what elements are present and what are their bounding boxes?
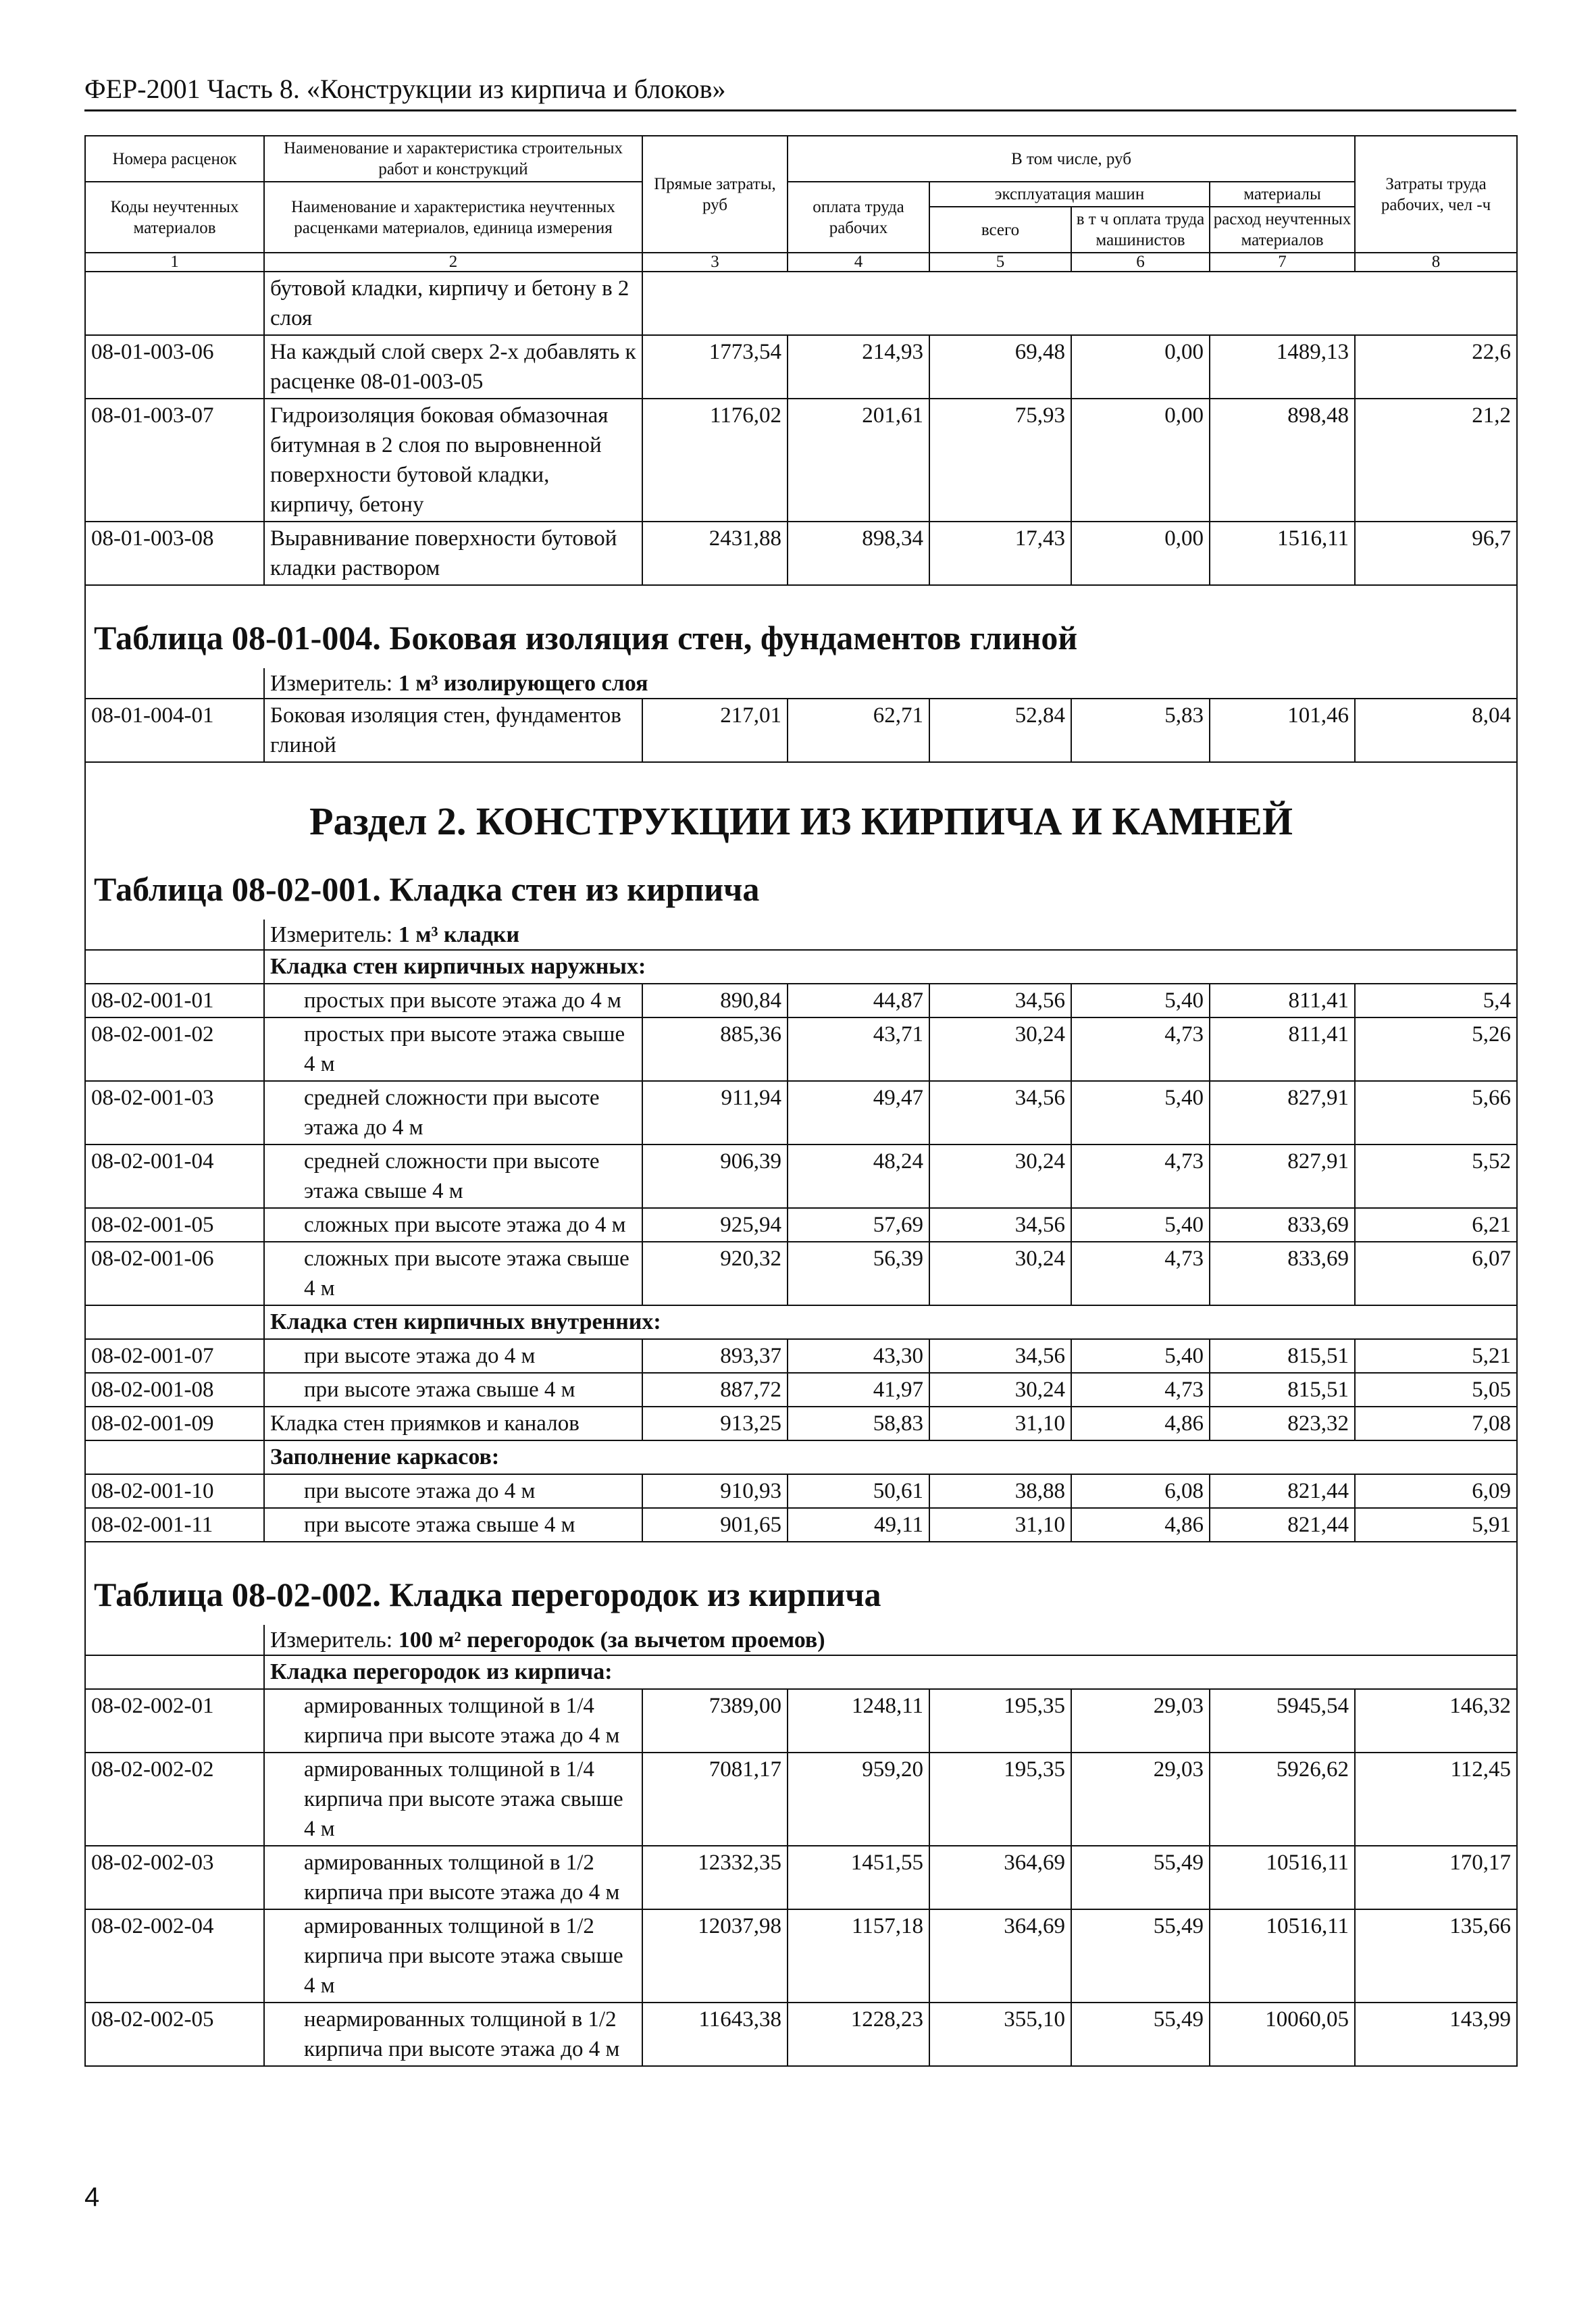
machinists-wages: 55,49 <box>1071 1909 1210 2003</box>
materials-cost: 10060,05 <box>1210 2003 1355 2066</box>
machinists-wages: 4,73 <box>1071 1145 1210 1208</box>
wages: 43,71 <box>788 1017 929 1081</box>
direct-costs: 7389,00 <box>642 1689 788 1753</box>
group-label: Кладка стен кирпичных наружных: <box>264 950 1517 984</box>
direct-costs: 2431,88 <box>642 522 788 585</box>
head-material-name: Наименование и характеристика неучтенных расценками материалов, единица измерения <box>264 182 642 253</box>
wages: 214,93 <box>788 335 929 399</box>
labor-hours: 5,05 <box>1355 1373 1517 1407</box>
group-label: Кладка стен кирпичных внутренних: <box>264 1305 1517 1339</box>
labor-hours: 146,32 <box>1355 1689 1517 1753</box>
labor-hours: 112,45 <box>1355 1753 1517 1846</box>
col-num: 5 <box>929 253 1071 272</box>
machinists-wages: 55,49 <box>1071 2003 1210 2066</box>
head-material-codes: Коды неучтенных материалов <box>85 182 264 253</box>
wages: 1248,11 <box>788 1689 929 1753</box>
wages: 1157,18 <box>788 1909 929 2003</box>
wages: 43,30 <box>788 1339 929 1373</box>
col-num: 1 <box>85 253 264 272</box>
direct-costs: 913,25 <box>642 1407 788 1440</box>
table-row <box>85 1208 1517 1242</box>
page-number: 4 <box>84 2182 100 2212</box>
table-row <box>85 1508 1517 1542</box>
machines-total: 17,43 <box>929 522 1071 585</box>
rate-code: 08-02-001-03 <box>85 1081 264 1145</box>
direct-costs: 910,93 <box>642 1474 788 1508</box>
head-name: Наименование и характеристика строительных работ и конструкций <box>264 136 642 182</box>
col-num: 3 <box>642 253 788 272</box>
labor-hours: 5,66 <box>1355 1081 1517 1145</box>
table-row <box>85 1242 1517 1305</box>
materials-cost: 821,44 <box>1210 1474 1355 1508</box>
unit-line: Измеритель: 100 м² перегородок (за вычетом проемов) <box>264 1625 1517 1655</box>
machines-total: 38,88 <box>929 1474 1071 1508</box>
materials-cost: 1489,13 <box>1210 335 1355 399</box>
wages: 62,71 <box>788 699 929 762</box>
head-material-consumption: расход неучтенных материалов <box>1210 207 1355 253</box>
table-row <box>85 1474 1517 1508</box>
table-row <box>85 1407 1517 1440</box>
machinists-wages: 6,08 <box>1071 1474 1210 1508</box>
machines-total: 34,56 <box>929 1339 1071 1373</box>
row-name: бутовой кладки, кирпичу и бетону в 2 слоя <box>264 272 642 335</box>
table-row <box>85 399 1517 522</box>
wages: 44,87 <box>788 984 929 1017</box>
machines-total: 75,93 <box>929 399 1071 522</box>
table-row <box>85 1753 1517 1846</box>
row-name: армированных толщиной в 1/2 кирпича при высоте этажа свыше 4 м <box>264 1909 642 2003</box>
machinists-wages: 29,03 <box>1071 1689 1210 1753</box>
materials-cost: 815,51 <box>1210 1373 1355 1407</box>
machinists-wages: 4,86 <box>1071 1407 1210 1440</box>
row-name: средней сложности при высоте этажа свыше 4 м <box>264 1145 642 1208</box>
rate-code: 08-02-002-03 <box>85 1846 264 1909</box>
table-row <box>85 1081 1517 1145</box>
rate-code: 08-02-001-10 <box>85 1474 264 1508</box>
machines-total: 31,10 <box>929 1407 1071 1440</box>
rate-code: 08-02-001-01 <box>85 984 264 1017</box>
materials-cost: 811,41 <box>1210 984 1355 1017</box>
group-label: Заполнение каркасов: <box>264 1440 1517 1474</box>
machines-total: 52,84 <box>929 699 1071 762</box>
labor-hours: 6,21 <box>1355 1208 1517 1242</box>
machinists-wages: 4,73 <box>1071 1373 1210 1407</box>
section-title: Раздел 2. КОНСТРУКЦИИ ИЗ КИРПИЧА И КАМНЕЙ <box>309 799 1293 843</box>
col-num: 6 <box>1071 253 1210 272</box>
machinists-wages: 5,40 <box>1071 984 1210 1017</box>
labor-hours: 135,66 <box>1355 1909 1517 2003</box>
direct-costs: 12332,35 <box>642 1846 788 1909</box>
labor-hours: 96,7 <box>1355 522 1517 585</box>
wages: 41,97 <box>788 1373 929 1407</box>
direct-costs: 893,37 <box>642 1339 788 1373</box>
direct-costs: 7081,17 <box>642 1753 788 1846</box>
row-name: при высоте этажа до 4 м <box>264 1339 642 1373</box>
machinists-wages: 55,49 <box>1071 1846 1210 1909</box>
unit-line: Измеритель: 1 м³ кладки <box>264 920 1517 950</box>
materials-cost: 833,69 <box>1210 1242 1355 1305</box>
machines-total: 30,24 <box>929 1373 1071 1407</box>
materials-cost: 815,51 <box>1210 1339 1355 1373</box>
row-name: армированных толщиной в 1/2 кирпича при высоте этажа до 4 м <box>264 1846 642 1909</box>
materials-cost: 827,91 <box>1210 1081 1355 1145</box>
row-name: Кладка стен приямков и каналов <box>264 1407 642 1440</box>
machinists-wages: 0,00 <box>1071 522 1210 585</box>
wages: 49,47 <box>788 1081 929 1145</box>
direct-costs: 920,32 <box>642 1242 788 1305</box>
row-name: средней сложности при высоте этажа до 4 м <box>264 1081 642 1145</box>
machines-total: 195,35 <box>929 1753 1071 1846</box>
direct-costs: 217,01 <box>642 699 788 762</box>
row-name: На каждый слой сверх 2-х добавлять к расценке 08-01-003-05 <box>264 335 642 399</box>
machinists-wages: 5,40 <box>1071 1208 1210 1242</box>
row-name: сложных при высоте этажа свыше 4 м <box>264 1242 642 1305</box>
machines-total: 364,69 <box>929 1846 1071 1909</box>
direct-costs: 887,72 <box>642 1373 788 1407</box>
rate-code: 08-02-001-04 <box>85 1145 264 1208</box>
labor-hours: 5,21 <box>1355 1339 1517 1373</box>
table-row <box>85 1017 1517 1081</box>
rate-code: 08-02-001-06 <box>85 1242 264 1305</box>
rate-code: 08-02-001-05 <box>85 1208 264 1242</box>
direct-costs: 1773,54 <box>642 335 788 399</box>
direct-costs: 12037,98 <box>642 1909 788 2003</box>
labor-hours: 143,99 <box>1355 2003 1517 2066</box>
wages: 1451,55 <box>788 1846 929 1909</box>
head-machines-total: всего <box>929 207 1071 253</box>
rate-code: 08-02-002-04 <box>85 1909 264 2003</box>
materials-cost: 1516,11 <box>1210 522 1355 585</box>
rate-code: 08-02-001-02 <box>85 1017 264 1081</box>
table-row <box>85 335 1517 399</box>
materials-cost: 5945,54 <box>1210 1689 1355 1753</box>
table-row <box>85 1846 1517 1909</box>
machinists-wages: 5,40 <box>1071 1081 1210 1145</box>
machines-total: 30,24 <box>929 1017 1071 1081</box>
materials-cost: 833,69 <box>1210 1208 1355 1242</box>
wages: 959,20 <box>788 1753 929 1846</box>
row-name: при высоте этажа до 4 м <box>264 1474 642 1508</box>
rate-code: 08-01-004-01 <box>85 699 264 762</box>
head-machinists-wages: в т ч оплата труда машинистов <box>1071 207 1210 253</box>
materials-cost: 10516,11 <box>1210 1846 1355 1909</box>
wages: 898,34 <box>788 522 929 585</box>
price-table <box>84 135 1516 2067</box>
head-direct-costs: Прямые затраты, руб <box>642 136 788 253</box>
machinists-wages: 29,03 <box>1071 1753 1210 1846</box>
wages: 201,61 <box>788 399 929 522</box>
machinists-wages: 4,86 <box>1071 1508 1210 1542</box>
machines-total: 355,10 <box>929 2003 1071 2066</box>
table-row <box>85 1909 1517 2003</box>
materials-cost: 821,44 <box>1210 1508 1355 1542</box>
table-title: Таблица 08-01-004. Боковая изоляция стен, фундаментов глиной <box>94 619 1078 657</box>
wages: 58,83 <box>788 1407 929 1440</box>
row-name: неармированных толщиной в 1/2 кирпича при высоте этажа до 4 м <box>264 2003 642 2066</box>
head-including: В том числе, руб <box>788 136 1355 182</box>
labor-hours: 7,08 <box>1355 1407 1517 1440</box>
machines-total: 195,35 <box>929 1689 1071 1753</box>
table-row <box>85 1373 1517 1407</box>
materials-cost: 823,32 <box>1210 1407 1355 1440</box>
labor-hours: 6,07 <box>1355 1242 1517 1305</box>
labor-hours: 8,04 <box>1355 699 1517 762</box>
rate-code: 08-02-001-08 <box>85 1373 264 1407</box>
direct-costs: 1176,02 <box>642 399 788 522</box>
machines-total: 34,56 <box>929 1081 1071 1145</box>
materials-cost: 827,91 <box>1210 1145 1355 1208</box>
wages: 50,61 <box>788 1474 929 1508</box>
rate-code: 08-02-001-09 <box>85 1407 264 1440</box>
machinists-wages: 0,00 <box>1071 399 1210 522</box>
row-name: армированных толщиной в 1/4 кирпича при высоте этажа до 4 м <box>264 1689 642 1753</box>
table-row <box>85 1145 1517 1208</box>
table-row <box>85 699 1517 762</box>
rate-code: 08-02-001-11 <box>85 1508 264 1542</box>
table-row <box>85 1339 1517 1373</box>
machinists-wages: 5,40 <box>1071 1339 1210 1373</box>
head-wages: оплата труда рабочих <box>788 182 929 253</box>
row-name: при высоте этажа свыше 4 м <box>264 1373 642 1407</box>
row-name: Боковая изоляция стен, фундаментов глиной <box>264 699 642 762</box>
wages: 1228,23 <box>788 2003 929 2066</box>
direct-costs: 901,65 <box>642 1508 788 1542</box>
machines-total: 30,24 <box>929 1145 1071 1208</box>
table-title: Таблица 08-02-002. Кладка перегородок из кирпича <box>94 1576 881 1613</box>
row-name: простых при высоте этажа свыше 4 м <box>264 1017 642 1081</box>
materials-cost: 811,41 <box>1210 1017 1355 1081</box>
table-row <box>85 522 1517 585</box>
machinists-wages: 4,73 <box>1071 1242 1210 1305</box>
labor-hours: 5,91 <box>1355 1508 1517 1542</box>
machines-total: 364,69 <box>929 1909 1071 2003</box>
table-title: Таблица 08-02-001. Кладка стен из кирпича <box>94 870 760 908</box>
materials-cost: 10516,11 <box>1210 1909 1355 2003</box>
page-header: ФЕР-2001 Часть 8. «Конструкции из кирпича и блоков» <box>84 73 1516 111</box>
rate-code: 08-02-002-02 <box>85 1753 264 1846</box>
machines-total: 30,24 <box>929 1242 1071 1305</box>
labor-hours: 170,17 <box>1355 1846 1517 1909</box>
direct-costs: 925,94 <box>642 1208 788 1242</box>
table-row <box>85 2003 1517 2066</box>
row-name: простых при высоте этажа до 4 м <box>264 984 642 1017</box>
labor-hours: 5,52 <box>1355 1145 1517 1208</box>
wages: 56,39 <box>788 1242 929 1305</box>
head-materials: материалы <box>1210 182 1355 207</box>
direct-costs: 911,94 <box>642 1081 788 1145</box>
machines-total: 31,10 <box>929 1508 1071 1542</box>
unit-line: Измеритель: 1 м³ изолирующего слоя <box>264 668 1517 699</box>
rate-code: 08-01-003-08 <box>85 522 264 585</box>
direct-costs: 890,84 <box>642 984 788 1017</box>
direct-costs: 885,36 <box>642 1017 788 1081</box>
rate-code: 08-02-002-05 <box>85 2003 264 2066</box>
table-row <box>85 272 1517 335</box>
machines-total: 69,48 <box>929 335 1071 399</box>
machines-total: 34,56 <box>929 984 1071 1017</box>
row-name: армированных толщиной в 1/4 кирпича при высоте этажа свыше 4 м <box>264 1753 642 1846</box>
head-codes: Номера расценок <box>85 136 264 182</box>
direct-costs: 11643,38 <box>642 2003 788 2066</box>
col-num: 7 <box>1210 253 1355 272</box>
wages: 48,24 <box>788 1145 929 1208</box>
rate-code: 08-01-003-06 <box>85 335 264 399</box>
row-name: Выравнивание поверхности бутовой кладки раствором <box>264 522 642 585</box>
row-name: сложных при высоте этажа до 4 м <box>264 1208 642 1242</box>
table-row <box>85 984 1517 1017</box>
col-num: 8 <box>1355 253 1517 272</box>
wages: 57,69 <box>788 1208 929 1242</box>
rate-code: 08-02-002-01 <box>85 1689 264 1753</box>
labor-hours: 6,09 <box>1355 1474 1517 1508</box>
machines-total: 34,56 <box>929 1208 1071 1242</box>
head-machines: эксплуатация машин <box>929 182 1210 207</box>
machinists-wages: 4,73 <box>1071 1017 1210 1081</box>
materials-cost: 898,48 <box>1210 399 1355 522</box>
labor-hours: 21,2 <box>1355 399 1517 522</box>
table-row <box>85 1689 1517 1753</box>
col-num: 4 <box>788 253 929 272</box>
direct-costs: 906,39 <box>642 1145 788 1208</box>
labor-hours: 5,4 <box>1355 984 1517 1017</box>
materials-cost: 101,46 <box>1210 699 1355 762</box>
group-label: Кладка перегородок из кирпича: <box>264 1655 1517 1689</box>
col-num: 2 <box>264 253 642 272</box>
machinists-wages: 5,83 <box>1071 699 1210 762</box>
materials-cost: 5926,62 <box>1210 1753 1355 1846</box>
machinists-wages: 0,00 <box>1071 335 1210 399</box>
row-name: при высоте этажа свыше 4 м <box>264 1508 642 1542</box>
rate-code: 08-01-003-07 <box>85 399 264 522</box>
labor-hours: 5,26 <box>1355 1017 1517 1081</box>
head-labor: Затраты труда рабочих, чел -ч <box>1355 136 1517 253</box>
labor-hours: 22,6 <box>1355 335 1517 399</box>
rate-code: 08-02-001-07 <box>85 1339 264 1373</box>
row-name: Гидроизоляция боковая обмазочная битумная в 2 слоя по выровненной поверхности бутовой кладки, кирпичу, бетону <box>264 399 642 522</box>
wages: 49,11 <box>788 1508 929 1542</box>
